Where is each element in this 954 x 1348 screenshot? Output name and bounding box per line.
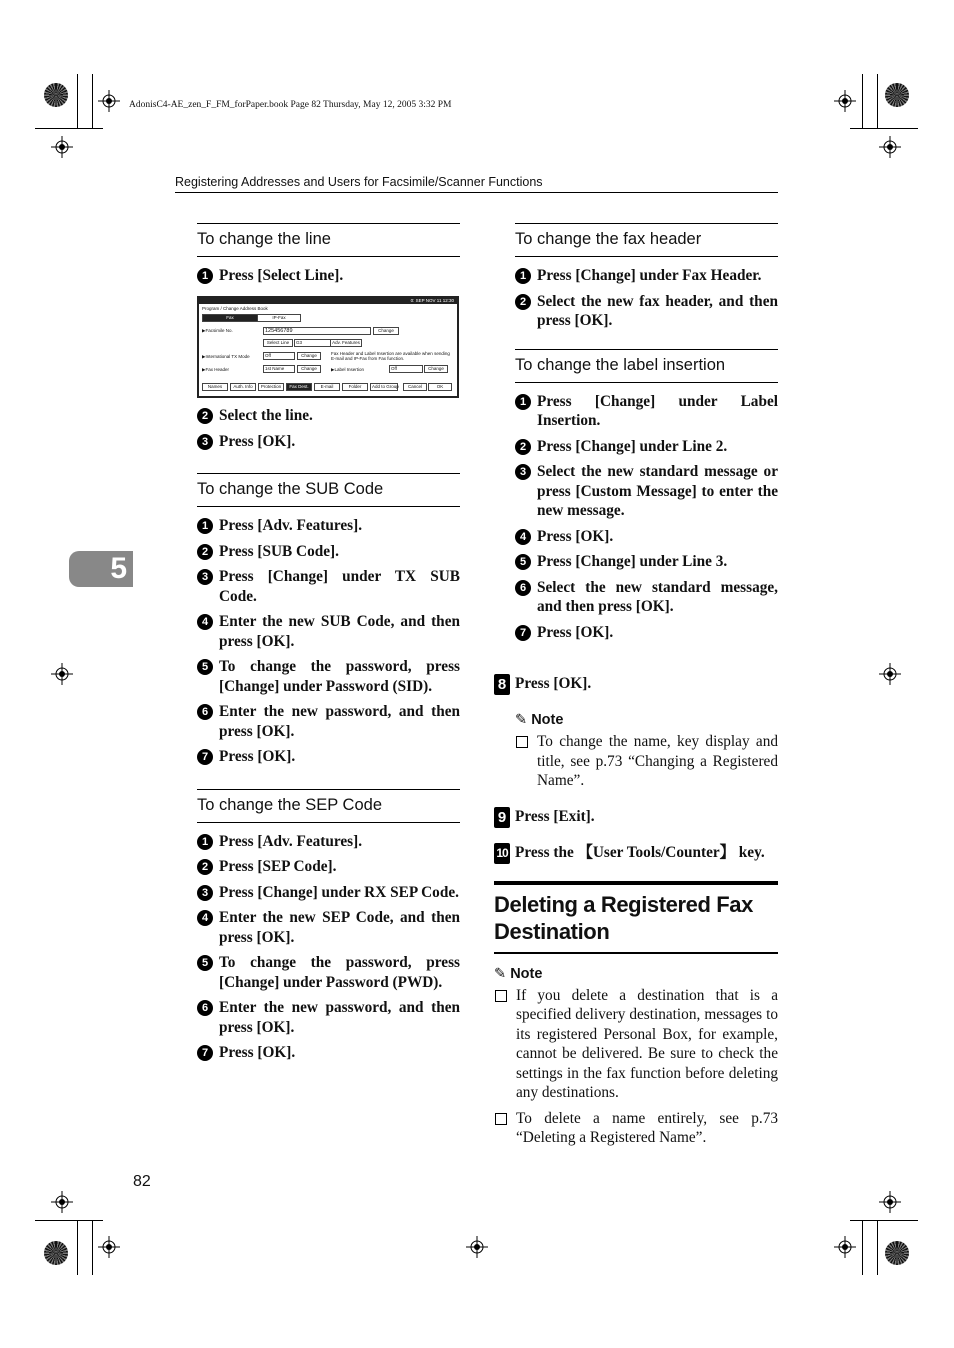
section-title-sub-code: To change the SUB Code [197, 473, 460, 507]
note-item [515, 732, 778, 791]
fax-no-field[interactable]: 125456789 [263, 327, 371, 335]
bottom-tab-folder[interactable]: Folder [342, 383, 368, 391]
step-text: Enter the new SUB Code, and then press [OK]. [219, 613, 460, 650]
step-number: 1 [197, 268, 213, 284]
step-number: 10 [494, 843, 510, 864]
step-number: 3 [197, 569, 213, 585]
note-item-text: To delete a name entirely, see p.73 “Deleting a Registered Name”. [516, 1109, 778, 1146]
intl-tx-label: ▶International TX Mode [202, 354, 250, 359]
step-number: 4 [197, 614, 213, 630]
tab-ip-fax[interactable]: IP-Fax [257, 314, 301, 322]
screen-title: Program / Change Address Book [202, 306, 268, 311]
pencil-icon: ✎ [494, 965, 507, 982]
registration-rosette-icon [885, 1241, 909, 1265]
step-text: Press [OK]. [515, 675, 592, 692]
bottom-tab-add-to-group[interactable]: Add to Group [372, 384, 399, 389]
step-9 [494, 807, 778, 827]
crosshair-icon [834, 90, 856, 112]
step [515, 392, 778, 431]
step-number: 5 [197, 659, 213, 675]
sep-code-steps [197, 823, 460, 1063]
left-column [197, 223, 460, 286]
crosshair-icon [879, 136, 901, 158]
step [197, 832, 460, 852]
step [515, 437, 778, 457]
note-heading [515, 712, 778, 728]
crosshair-icon [466, 1236, 488, 1258]
step-number: 4 [197, 910, 213, 926]
fax-header-label: ▶Fax Header [202, 367, 229, 372]
change-fax-header-button[interactable]: Change [297, 365, 321, 373]
step [197, 908, 460, 947]
left-column-continued [197, 400, 460, 1063]
change-label-insertion-button[interactable]: Change [424, 365, 448, 373]
right-column-steps [494, 674, 778, 1148]
step [197, 657, 460, 696]
step-number: 1 [515, 394, 531, 410]
step [197, 406, 460, 426]
page-number: 82 [133, 1173, 151, 1190]
note-heading-text: Note [531, 712, 564, 728]
step-text: Enter the new password, and then press [OK]. [219, 999, 460, 1036]
step-text: Press [Change] under Line 2. [537, 437, 728, 455]
step-number: 7 [197, 1045, 213, 1061]
cancel-button[interactable]: Cancel [403, 383, 427, 391]
bottom-tab-email[interactable]: E-mail [314, 383, 340, 391]
running-head: Registering Addresses and Users for Facsimile/Scanner Functions [175, 175, 543, 189]
step [197, 998, 460, 1037]
checkbox-bullet-icon [495, 990, 507, 1002]
step-text: Press [Select Line]. [219, 267, 344, 284]
fax-header-value: 1st Name [263, 365, 295, 373]
step-text: Select the new fax header, and then press [OK]. [537, 292, 778, 329]
step-text: Enter the new SEP Code, and then press [OK]. [219, 909, 460, 946]
step-text: Press [SUB Code]. [219, 542, 339, 560]
note-block [515, 712, 778, 791]
step [197, 747, 460, 767]
intl-tx-value: Off [263, 352, 295, 360]
bottom-tab-names[interactable]: Names [202, 383, 228, 391]
step-text: Select the line. [219, 407, 313, 424]
pencil-icon: ✎ [515, 712, 528, 728]
registration-rosette-icon [885, 83, 909, 107]
step-10 [494, 843, 778, 863]
step-text: Press [Adv. Features]. [219, 517, 363, 534]
step-text: Press [Change] under Fax Header. [537, 267, 762, 284]
step [197, 953, 460, 992]
chapter-tab [69, 551, 133, 587]
section-heading-deleting: Deleting a Registered Fax Destination [494, 881, 778, 954]
step-number: 6 [197, 704, 213, 720]
step-text: To change the password, press [Change] under Password (SID). [219, 658, 460, 695]
label-insertion-steps [515, 383, 778, 643]
ok-button[interactable]: OK [428, 383, 452, 391]
step-text: Press [OK]. [219, 1044, 296, 1061]
step-number: 7 [197, 749, 213, 765]
step-number: 2 [515, 439, 531, 455]
step-number: 2 [515, 294, 531, 310]
step-text: Press [Exit]. [515, 807, 595, 825]
deleting-note [494, 966, 778, 1148]
info-text: Fax Header and Label Insertion are available when sending E-mail and IP-Fax from Fax function. [331, 351, 450, 361]
change-fax-no-button[interactable]: Change [373, 327, 399, 335]
step-8 [494, 674, 778, 694]
step-number: 2 [197, 544, 213, 560]
step [197, 266, 460, 286]
step-number: 1 [197, 518, 213, 534]
note-heading-text: Note [510, 965, 543, 982]
step-number: 4 [515, 529, 531, 545]
section-title-fax-header: To change the fax header [515, 223, 778, 257]
crosshair-icon [834, 1236, 856, 1258]
step [197, 857, 460, 877]
step-text: Enter the new password, and then press [OK]. [219, 703, 460, 740]
bottom-tab-auth-info[interactable]: Auth. Info [230, 383, 256, 391]
step-text: Press [Change] under Line 3. [537, 553, 728, 570]
step [197, 702, 460, 741]
step-number: 6 [515, 580, 531, 596]
sub-code-steps [197, 507, 460, 767]
crosshair-icon [879, 1191, 901, 1213]
file-info: AdonisC4-AE_zen_F_FM_forPaper.book Page 82 Thursday, May 12, 2005 3:32 PM [129, 100, 452, 110]
step-number: 1 [197, 834, 213, 850]
step [197, 432, 460, 452]
step-number: 6 [197, 1000, 213, 1016]
step-text: Press the 【User Tools/Counter】 key. [515, 843, 765, 861]
step-text: Press [Adv. Features]. [219, 832, 363, 850]
note-item [494, 1109, 778, 1148]
note-item-text: If you delete a destination that is a specified delivery destination, messages to its registered Personal Box, for example, cannot be delivered. Be sure to check the settings in the fax function before deleting any destinations. [516, 986, 778, 1101]
step-text: Press [OK]. [537, 527, 614, 545]
step-text: Press [Change] under RX SEP Code. [219, 883, 459, 901]
step-number: 9 [494, 807, 510, 828]
crosshair-icon [98, 90, 120, 112]
step [515, 578, 778, 617]
select-line-button[interactable]: Select Line [263, 339, 293, 347]
step [515, 266, 778, 286]
step-number: 3 [197, 885, 213, 901]
step-number: 5 [197, 955, 213, 971]
step [515, 552, 778, 572]
section-title-sep-code: To change the SEP Code [197, 789, 460, 823]
step-number: 5 [515, 554, 531, 570]
registration-rosette-icon [44, 1241, 68, 1265]
label-insertion-value: Off [389, 365, 423, 373]
step [197, 612, 460, 651]
bottom-tab-fax-dest[interactable]: Fax Dest. [286, 383, 312, 391]
step [515, 462, 778, 521]
adv-features-button[interactable]: Adv. Features [330, 339, 362, 347]
change-intl-tx-button[interactable]: Change [297, 352, 321, 360]
step-number: 8 [494, 674, 510, 695]
step-number: 3 [197, 434, 213, 450]
bottom-tab-protection[interactable]: Protection [258, 383, 284, 391]
step-text: To change the password, press [Change] under Password (PWD). [219, 954, 460, 991]
step-number: 2 [197, 408, 213, 424]
step [515, 623, 778, 643]
note-heading [494, 966, 778, 982]
screen-status-bar: 0: SEP NOV 11 12:30 [199, 298, 457, 304]
step [515, 292, 778, 331]
label-insertion-label: ▶Label Insertion [331, 367, 364, 372]
section-title-line: To change the line [197, 223, 460, 257]
section-title-label-insertion: To change the label insertion [515, 349, 778, 383]
address-book-screen [197, 296, 459, 398]
step-text: Press [OK]. [537, 623, 614, 641]
crosshair-icon [51, 1191, 73, 1213]
checkbox-bullet-icon [495, 1113, 507, 1125]
step-text: Select the new standard message or press [Custom Message] to enter the new message. [537, 463, 778, 519]
step-text: Press [OK]. [219, 748, 296, 765]
crosshair-icon [98, 1236, 120, 1258]
crosshair-icon [51, 663, 73, 685]
fax-no-label: ▶Facsimile No. [202, 328, 233, 333]
step [197, 567, 460, 606]
step-text: Press [Change] under TX SUB Code. [219, 568, 460, 605]
step-text: Press [OK]. [219, 432, 296, 450]
crosshair-icon [879, 663, 901, 685]
step [197, 1043, 460, 1063]
right-column [515, 223, 778, 642]
fax-header-steps [515, 257, 778, 331]
header-rule [175, 192, 778, 193]
registration-rosette-icon [44, 83, 68, 107]
step [515, 527, 778, 547]
step-text: Select the new standard message, and then press [OK]. [537, 578, 778, 615]
step [197, 883, 460, 903]
crosshair-icon [51, 136, 73, 158]
tab-fax[interactable]: Fax [202, 314, 258, 322]
line-value: G3 [294, 339, 332, 347]
step-text: Press [Change] under Label Insertion. [537, 392, 778, 429]
step-text: Press [SEP Code]. [219, 858, 337, 875]
chapter-number: 5 [110, 552, 127, 585]
step-number: 2 [197, 859, 213, 875]
step [197, 516, 460, 536]
step-number: 3 [515, 464, 531, 480]
step-number: 7 [515, 625, 531, 641]
step-number: 1 [515, 268, 531, 284]
note-item [494, 986, 778, 1103]
checkbox-bullet-icon [516, 736, 528, 748]
step [197, 542, 460, 562]
note-item-text: To change the name, key display and title, see p.73 “Changing a Registered Name”. [537, 733, 778, 789]
